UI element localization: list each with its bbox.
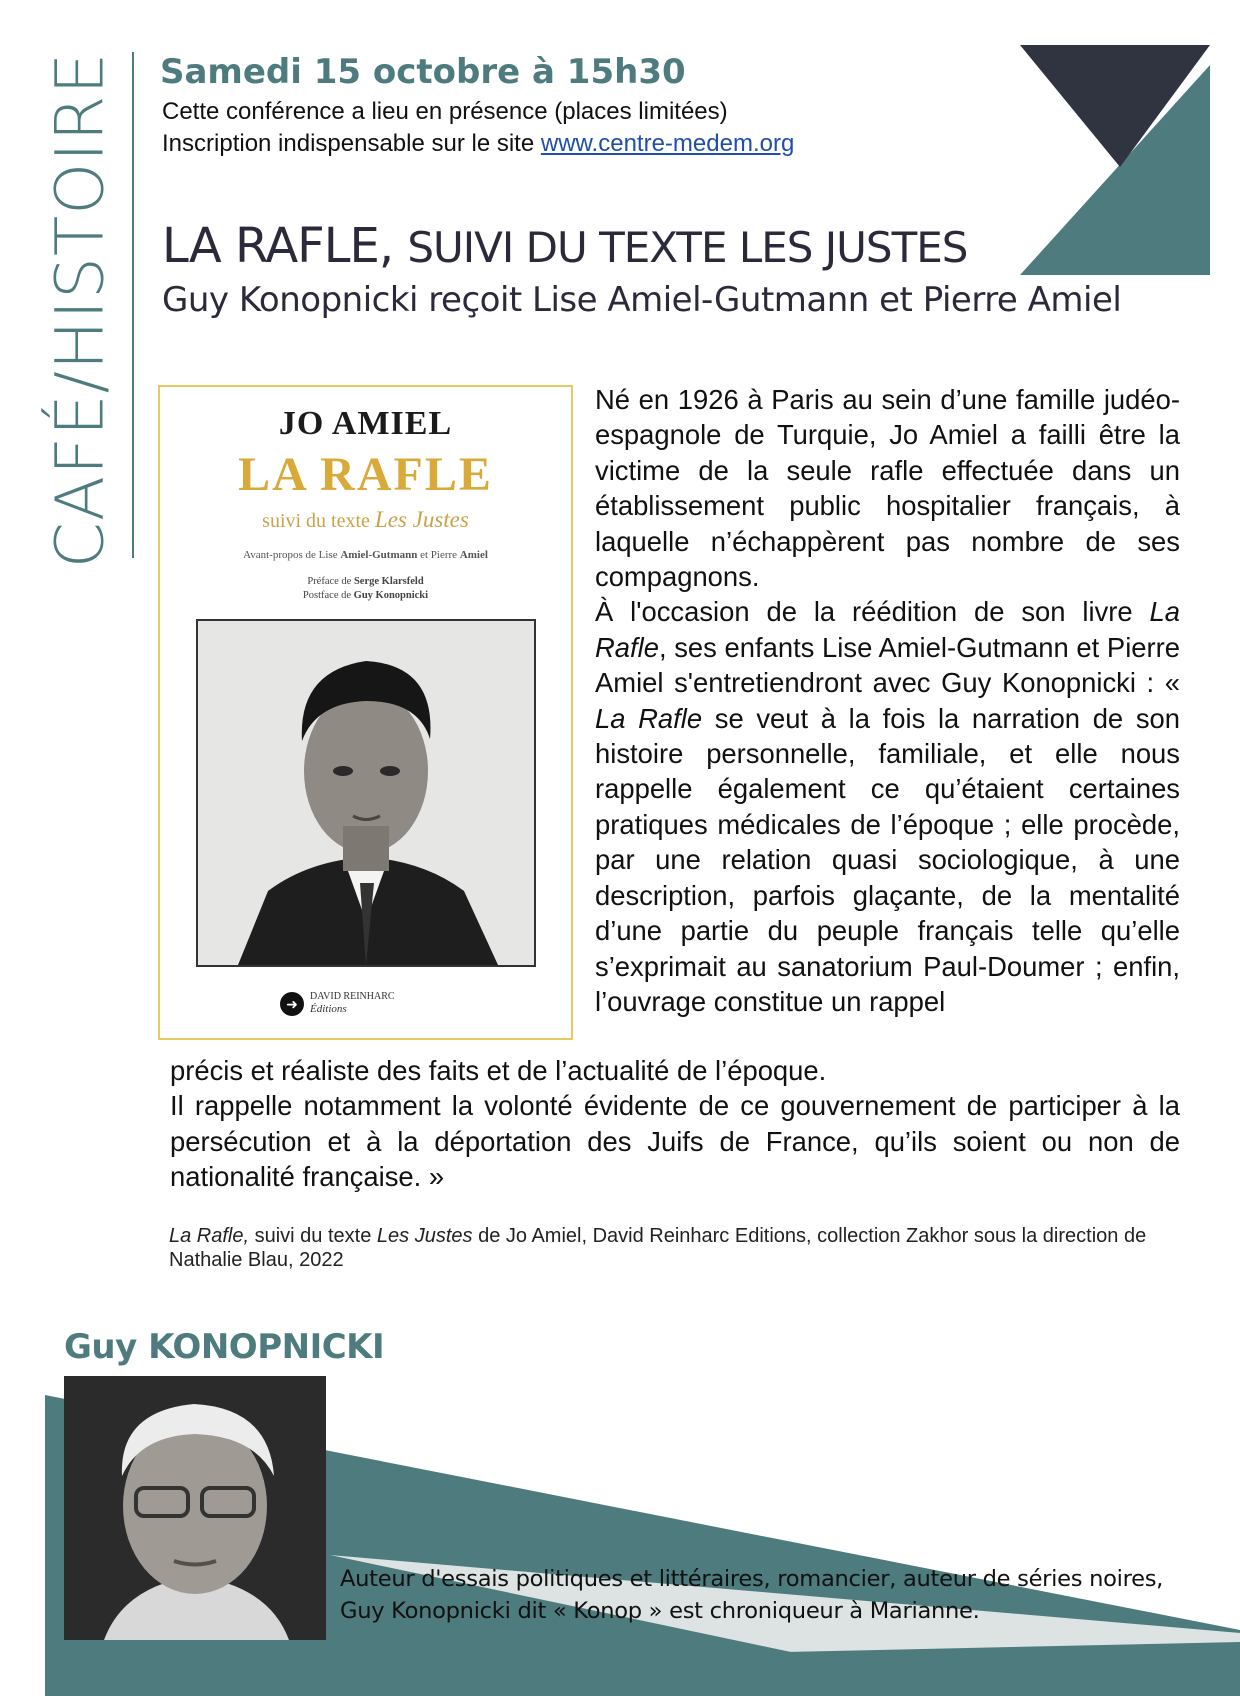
book-publisher: [310, 990, 395, 1016]
side-label-text: CAFÉ/HISTOIRE: [41, 51, 119, 569]
portrait-illustration: [198, 621, 534, 965]
avant-propos-mid: et Pierre: [417, 549, 460, 561]
ref-italic-1: La Rafle,: [169, 1225, 250, 1247]
paragraph-intro: Né en 1926 à Paris au sein d’une famille judéo-espagnole de Turquie, Jo Amiel a failli être la victime de la seule rafle effectuée dans un établissement public hospitalier français, à laquelle n’échappèrent pas nombre de ses compagnons.: [595, 384, 1180, 593]
event-date: Samedi 15 octobre à 15h30: [160, 52, 686, 92]
book-avant-propos: [160, 549, 571, 561]
ref-text-1: suivi du texte: [249, 1225, 377, 1247]
book-subtitle: [160, 507, 571, 533]
book-title: LA RAFLE: [238, 448, 493, 501]
ref-text-2: de Jo Amiel, David Reinharc Editions, collection Zakhor sous la direction de Nathalie Blau, 2022: [169, 1225, 1147, 1271]
book-reference: [169, 1224, 1179, 1272]
paragraph-event: [595, 594, 1180, 1019]
book-subtitle-prefix: suivi du texte: [262, 510, 375, 532]
publisher-sub: Éditions: [310, 1003, 347, 1015]
info-line-presence: Cette conférence a lieu en présence (places limitées): [162, 98, 728, 125]
book-author: JO AMIEL: [278, 405, 453, 442]
avant-propos-name1: Amiel-Gutmann: [340, 549, 418, 561]
side-category-label: [25, 51, 135, 569]
p2-italic-2: La Rafle: [595, 702, 703, 734]
postface-name: Guy Konopnicki: [353, 590, 429, 601]
info-line-inscription: [162, 130, 794, 158]
side-divider: [132, 52, 134, 558]
avant-propos-prefix: Avant-propos de Lise: [243, 549, 341, 561]
preface-prefix: Préface de: [307, 576, 354, 587]
p2-b: , ses enfants Lise Amiel-Gutmann et Pierre Amiel s'entretiendront avec Guy Konopnicki : «: [595, 631, 1180, 699]
p2-c: se veut à la fois la narration de son histoire personnelle, familiale, et elle nous rappelle également ce qu’étaient certaines pratiques médicales de l’époque ; elle procède, par une relation quasi sociologique, à une description, parfois glaçante, de la mentalité d’une partie du peuple français telle qu’elle s’exprimait au sanatorium Paul-Doumer ; enfin, l’ouvrage constitue un rappel: [595, 702, 1180, 1017]
speaker-name: Guy KONOPNICKI: [64, 1327, 385, 1367]
page-subtitle: Guy Konopnicki reçoit Lise Amiel-Gutmann et Pierre Amiel: [162, 280, 1122, 320]
book-subtitle-italic: Les Justes: [374, 507, 469, 532]
speaker-portrait: [64, 1376, 326, 1640]
page-title: [162, 218, 967, 274]
preface-name: Serge Klarsfeld: [353, 576, 424, 587]
description-text-full: [170, 1053, 1180, 1195]
title-main-part: LA RAFLE,: [162, 218, 408, 274]
description-text-right: [595, 382, 1180, 1019]
website-link[interactable]: www.centre-medem.org: [540, 130, 795, 157]
paragraph-event-end: précis et réaliste des faits et de l’actualité de l’époque.: [170, 1055, 827, 1086]
publisher-name: DAVID REINHARC: [310, 991, 395, 1002]
corner-decoration: [1010, 45, 1210, 275]
postface-prefix: Postface de: [302, 590, 354, 601]
book-cover-image: [158, 385, 573, 1040]
book-portrait-photo: [196, 619, 536, 967]
ref-italic-2: Les Justes: [376, 1225, 473, 1247]
speaker-photo: [64, 1376, 326, 1640]
title-secondary-part: SUIVI DU TEXTE LES JUSTES: [407, 223, 968, 272]
avant-propos-name2: Amiel: [459, 549, 488, 561]
p2-a: À l'occasion de la réédition de son livre: [595, 596, 1150, 628]
inscription-text: Inscription indispensable sur le site: [162, 130, 541, 157]
paragraph-quote-end: Il rappelle notamment la volonté évidente de ce gouvernement de participer à la persécution et à la déportation des Juifs de France, qu’ils soient ou non de nationalité française. »: [170, 1090, 1180, 1193]
book-preface: [160, 575, 571, 603]
p2-italic-1: La Rafle: [595, 596, 1180, 663]
publisher-logo-icon: ➜: [280, 992, 304, 1016]
speaker-bio: Auteur d'essais politiques et littéraires, romancier, auteur de séries noires, Guy Konopnicki dit « Konop » est chroniqueur à Marianne.: [340, 1566, 1164, 1624]
